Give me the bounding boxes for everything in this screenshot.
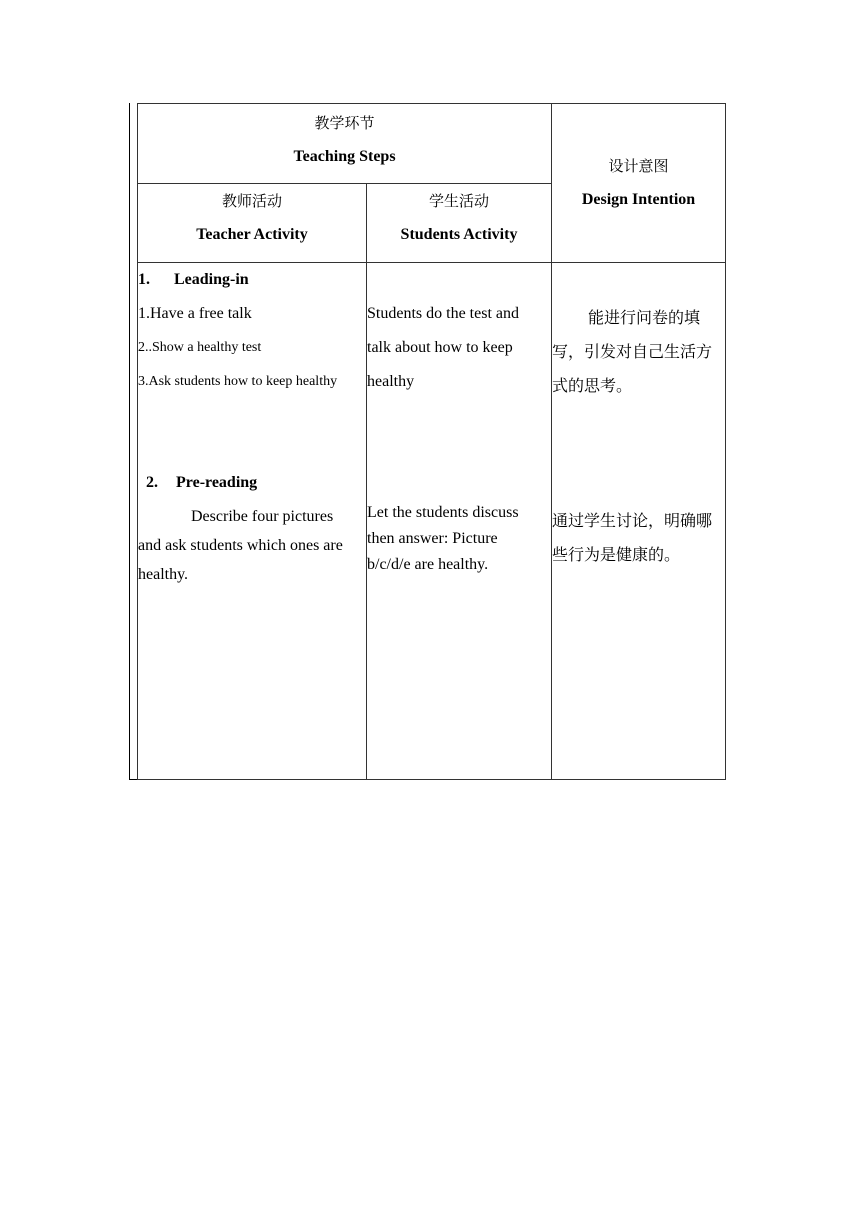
students-activity-en: Students Activity [400, 226, 518, 243]
leading-in-design-line-2: 写，引发对自己生活方 [552, 342, 713, 361]
design-intention-en: Design Intention [581, 191, 696, 208]
design-intention-header [552, 104, 726, 263]
pre-reading-design-line-2: 些行为是健康的。 [552, 545, 681, 564]
teaching-steps-cn: 教学环节 [314, 114, 375, 132]
teaching-steps-header [138, 104, 552, 184]
design-intention-cn: 设计意图 [608, 157, 669, 175]
design-intention-cell [552, 263, 726, 780]
leading-in-student-line-1: Students do the test and [367, 305, 519, 322]
teacher-item-1: 1.Have a free talk [138, 305, 252, 322]
leading-in-number: 1. [138, 271, 150, 288]
pre-reading-teacher-line-2: and ask students which ones are [138, 537, 343, 554]
leading-in-design-line-3: 式的思考。 [552, 376, 633, 395]
pre-reading-title: Pre-reading [176, 474, 258, 491]
students-activity-cn: 学生活动 [428, 192, 489, 210]
teacher-item-3: 3.Ask students how to keep healthy [138, 374, 338, 389]
teacher-activity-cn: 教师活动 [221, 192, 282, 210]
leading-in-student-line-3: healthy [367, 373, 415, 390]
pre-reading-teacher-line-3: healthy. [138, 566, 189, 583]
pre-reading-student-line-3: b/c/d/e are healthy. [367, 556, 489, 573]
teaching-steps-en: Teaching Steps [293, 148, 396, 165]
pre-reading-student-line-1: Let the students discuss [367, 504, 519, 521]
leading-in-heading [138, 271, 249, 289]
lesson-plan-table [137, 103, 726, 780]
pre-reading-design-line-1: 通过学生讨论，明确哪 [552, 511, 713, 530]
leading-in-student-line-2: talk about how to keep [367, 339, 513, 356]
pre-reading-teacher-line-1: Describe four pictures [191, 508, 334, 525]
pre-reading-number: 2. [146, 474, 158, 491]
teacher-activity-header [138, 184, 367, 263]
teacher-item-2: 2..Show a healthy test [138, 340, 262, 355]
students-activity-header [367, 184, 552, 263]
students-activity-cell [367, 263, 552, 780]
pre-reading-heading [146, 474, 257, 492]
left-margin-rule [129, 103, 130, 780]
leading-in-design-line-1: 能进行问卷的填 [588, 308, 701, 327]
pre-reading-student-line-2: then answer: Picture [367, 530, 498, 547]
teacher-activity-cell [138, 263, 367, 780]
leading-in-title: Leading-in [174, 271, 249, 288]
teacher-activity-en: Teacher Activity [196, 226, 308, 243]
